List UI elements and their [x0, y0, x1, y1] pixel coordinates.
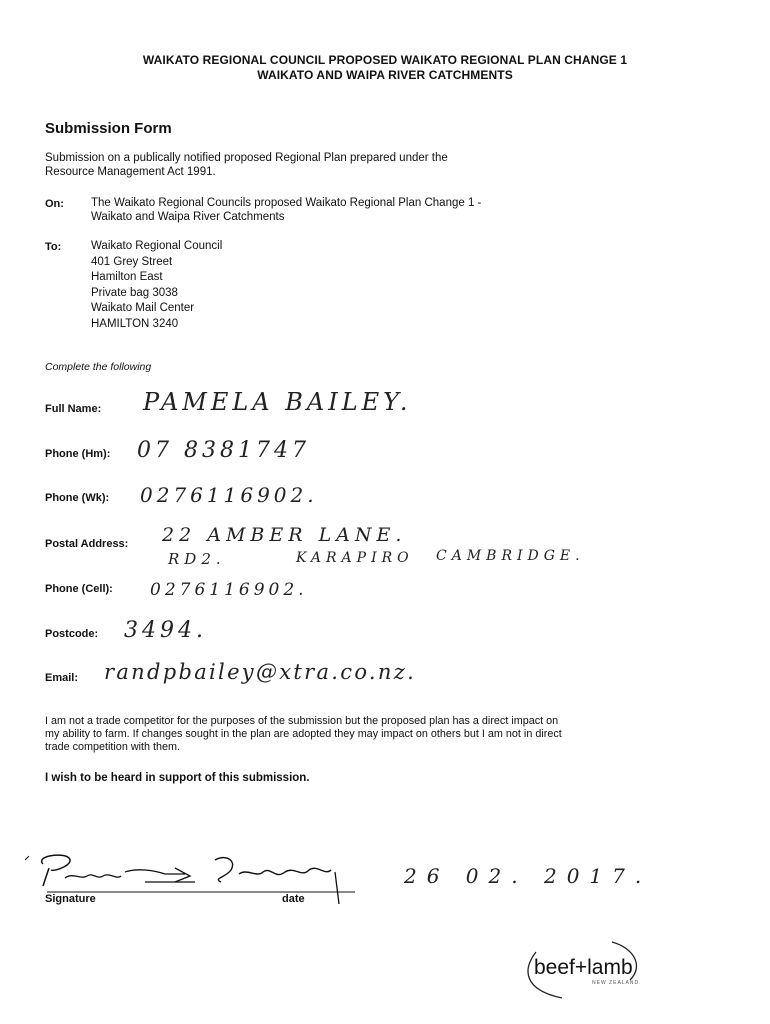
address-line: Waikato Regional Council: [91, 240, 223, 252]
date-value: 26 02. 2017.: [404, 864, 652, 888]
signature-label: Signature: [45, 893, 96, 905]
address-line: Hamilton East: [91, 271, 163, 283]
address-line: 401 Grey Street: [91, 255, 173, 268]
intro-text: [45, 151, 448, 179]
heard-statement: I wish to be heard in support of this submission.: [45, 772, 310, 784]
postcode-label: Postcode:: [45, 628, 99, 640]
to-address: [91, 239, 222, 332]
complete-note: Complete the following: [45, 361, 152, 373]
phone-work-label: Phone (Wk):: [45, 492, 110, 504]
document-header-line1: WAIKATO REGIONAL COUNCIL PROPOSED WAIKATO REGIONAL PLAN CHANGE 1: [142, 53, 628, 67]
email-value: randpbailey@xtra.co.nz.: [104, 660, 417, 684]
logo-text: beef+lamb: [534, 956, 633, 979]
email-label: Email:: [45, 672, 79, 684]
on-text: [91, 196, 481, 224]
postal-address-locality: KARAPIRO: [296, 550, 414, 566]
phone-cell-label: Phone (Cell):: [45, 583, 113, 595]
phone-home-label: Phone (Hm):: [45, 448, 111, 460]
on-label: On:: [45, 198, 64, 210]
address-line: HAMILTON 3240: [91, 317, 179, 330]
intro-line: Submission on a publically notified proposed Regional Plan prepared under the: [45, 152, 448, 164]
postcode-value: 3494.: [124, 618, 207, 643]
postal-address-rd: RD2.: [168, 550, 226, 568]
document-header-line2: WAIKATO AND WAIPA RIVER CATCHMENTS: [257, 68, 513, 82]
logo-subtext: NEW ZEALAND: [592, 980, 640, 986]
form-title: Submission Form: [45, 120, 172, 137]
phone-home-value: 07 8381747: [137, 438, 310, 463]
postal-address-line1: 22 AMBER LANE.: [162, 524, 407, 546]
statement-line: my ability to farm. If changes sought in the plan are adopted they may impact on others but I am not in direct: [45, 727, 562, 740]
phone-work-value: 0276116902.: [140, 483, 318, 507]
full-name-label: Full Name:: [45, 403, 102, 415]
postal-address-label: Postal Address:: [45, 538, 129, 550]
address-line: Private bag 3038: [91, 286, 178, 299]
on-line: Waikato and Waipa River Catchments: [91, 211, 285, 223]
address-line: Waikato Mail Center: [91, 302, 195, 314]
intro-line: Resource Management Act 1991.: [45, 166, 216, 178]
beef-lamb-logo: [522, 940, 650, 1002]
phone-cell-value: 0276116902.: [150, 580, 308, 600]
on-line: The Waikato Regional Councils proposed Waikato Regional Plan Change 1 -: [91, 197, 482, 209]
full-name-value: PAMELA BAILEY.: [143, 388, 412, 416]
to-label: To:: [45, 241, 62, 253]
trade-statement: [45, 715, 562, 753]
date-label: date: [282, 893, 305, 905]
statement-line: I am not a trade competitor for the purposes of the submission but the proposed plan has a direct impact on: [45, 715, 559, 727]
statement-line: trade competition with them.: [45, 740, 181, 753]
postal-address-town: CAMBRIDGE.: [436, 548, 585, 564]
